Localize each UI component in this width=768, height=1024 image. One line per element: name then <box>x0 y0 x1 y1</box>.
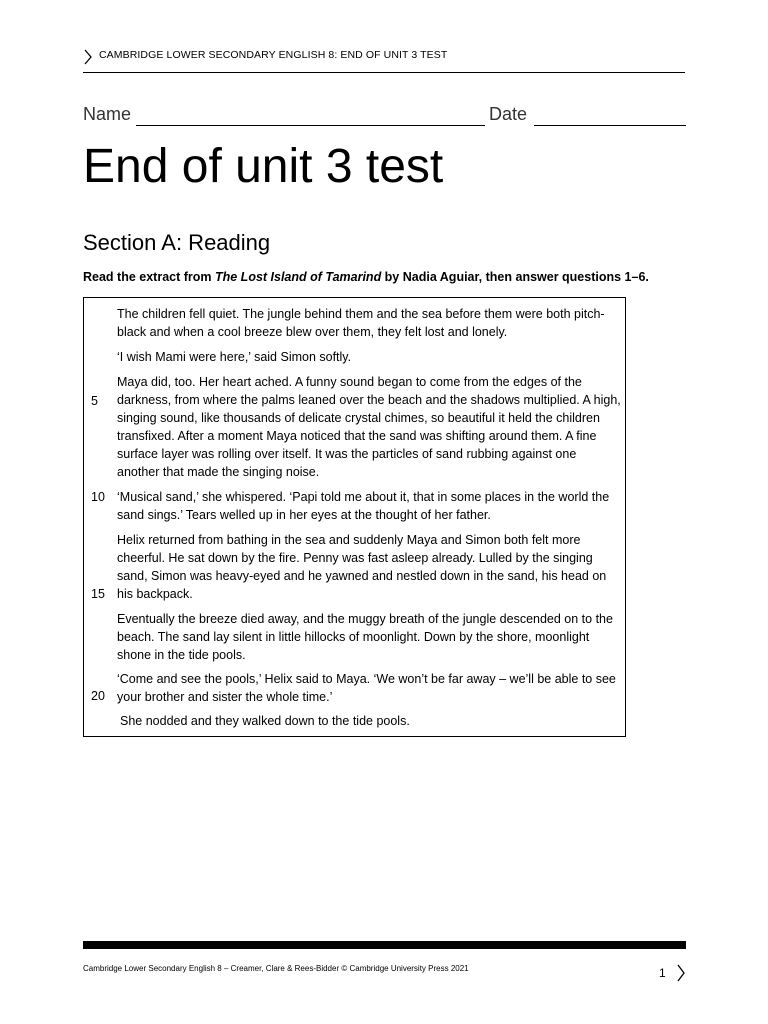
extract-box <box>83 297 626 737</box>
page-number: 1 <box>659 966 666 980</box>
extract-paragraph: ‘Come and see the pools,’ Helix said to Maya. ‘We won’t be far away – we’ll be able to see your brother and sister the whole time.’ <box>117 672 616 704</box>
footer-copyright: Cambridge Lower Secondary English 8 – Creamer, Clare & Rees-Bidder © Cambridge University Press 2021 <box>83 964 469 973</box>
extract-paragraph: Eventually the breeze died away, and the muggy breath of the jungle descended on to the beach. The sand lay silent in little hillocks of moonlight. Down by the shore, moonlight shone in the tide pools. <box>117 612 613 662</box>
footer-rule <box>83 941 686 949</box>
name-label: Name <box>83 104 132 124</box>
extract-paragraph: Maya did, too. Her heart ached. A funny sound began to come from the edges of the darkness, from where the palms leaned over the beach and the shadows multiplied. A high, singing sound, like thousands of delicate crystal chimes, so beautiful it held the children transfixed. After a moment Maya noticed that the sand was shifting around them. A fine surface layer was rolling over itself. It was the particles of sand rubbing against one another that made the singing noise. <box>117 375 621 479</box>
extract-paragraph: The children fell quiet. The jungle behind them and the sea before them were both pitch-black and when a cool breeze blew over them, they felt lost and lonely. <box>117 307 605 339</box>
extract-paragraph: She nodded and they walked down to the tide pools. <box>120 714 410 728</box>
chevron-right-icon[interactable] <box>676 964 686 982</box>
line-number: 5 <box>91 394 98 408</box>
book-title: The Lost Island of Tamarind <box>214 270 382 284</box>
instruction-prefix: Read the extract from <box>83 270 215 284</box>
extract-paragraph: ‘I wish Mami were here,’ said Simon softly. <box>117 350 352 364</box>
chevron-right-icon <box>83 49 93 65</box>
date-field-line[interactable] <box>534 125 686 126</box>
running-header <box>83 46 685 73</box>
line-number: 15 <box>91 587 105 601</box>
header-title: CAMBRIDGE LOWER SECONDARY ENGLISH 8: END OF UNIT 3 TEST <box>99 49 448 61</box>
instruction-suffix: by Nadia Aguiar, then answer questions 1–6. <box>381 270 649 284</box>
date-label: Date <box>489 104 528 124</box>
section-heading: Section A: Reading <box>83 230 271 255</box>
line-number: 10 <box>91 490 105 504</box>
name-date-row <box>83 104 686 130</box>
extract-paragraph: Helix returned from bathing in the sea and suddenly Maya and Simon both felt more cheerful. He sat down by the fire. Penny was fast asleep already. Lulled by the singing sand, Simon was heavy-eyed and he yawned and nestled down in the sand, his head on his backpack. <box>117 533 607 601</box>
extract-paragraph: ‘Musical sand,’ she whispered. ‘Papi told me about it, that in some places in the world the sand sings.’ Tears welled up in her eyes at the thought of her father. <box>117 490 610 522</box>
instruction-text <box>83 270 649 284</box>
line-number: 20 <box>91 689 105 703</box>
page-title: End of unit 3 test <box>83 140 444 193</box>
name-field-line[interactable] <box>136 125 485 126</box>
